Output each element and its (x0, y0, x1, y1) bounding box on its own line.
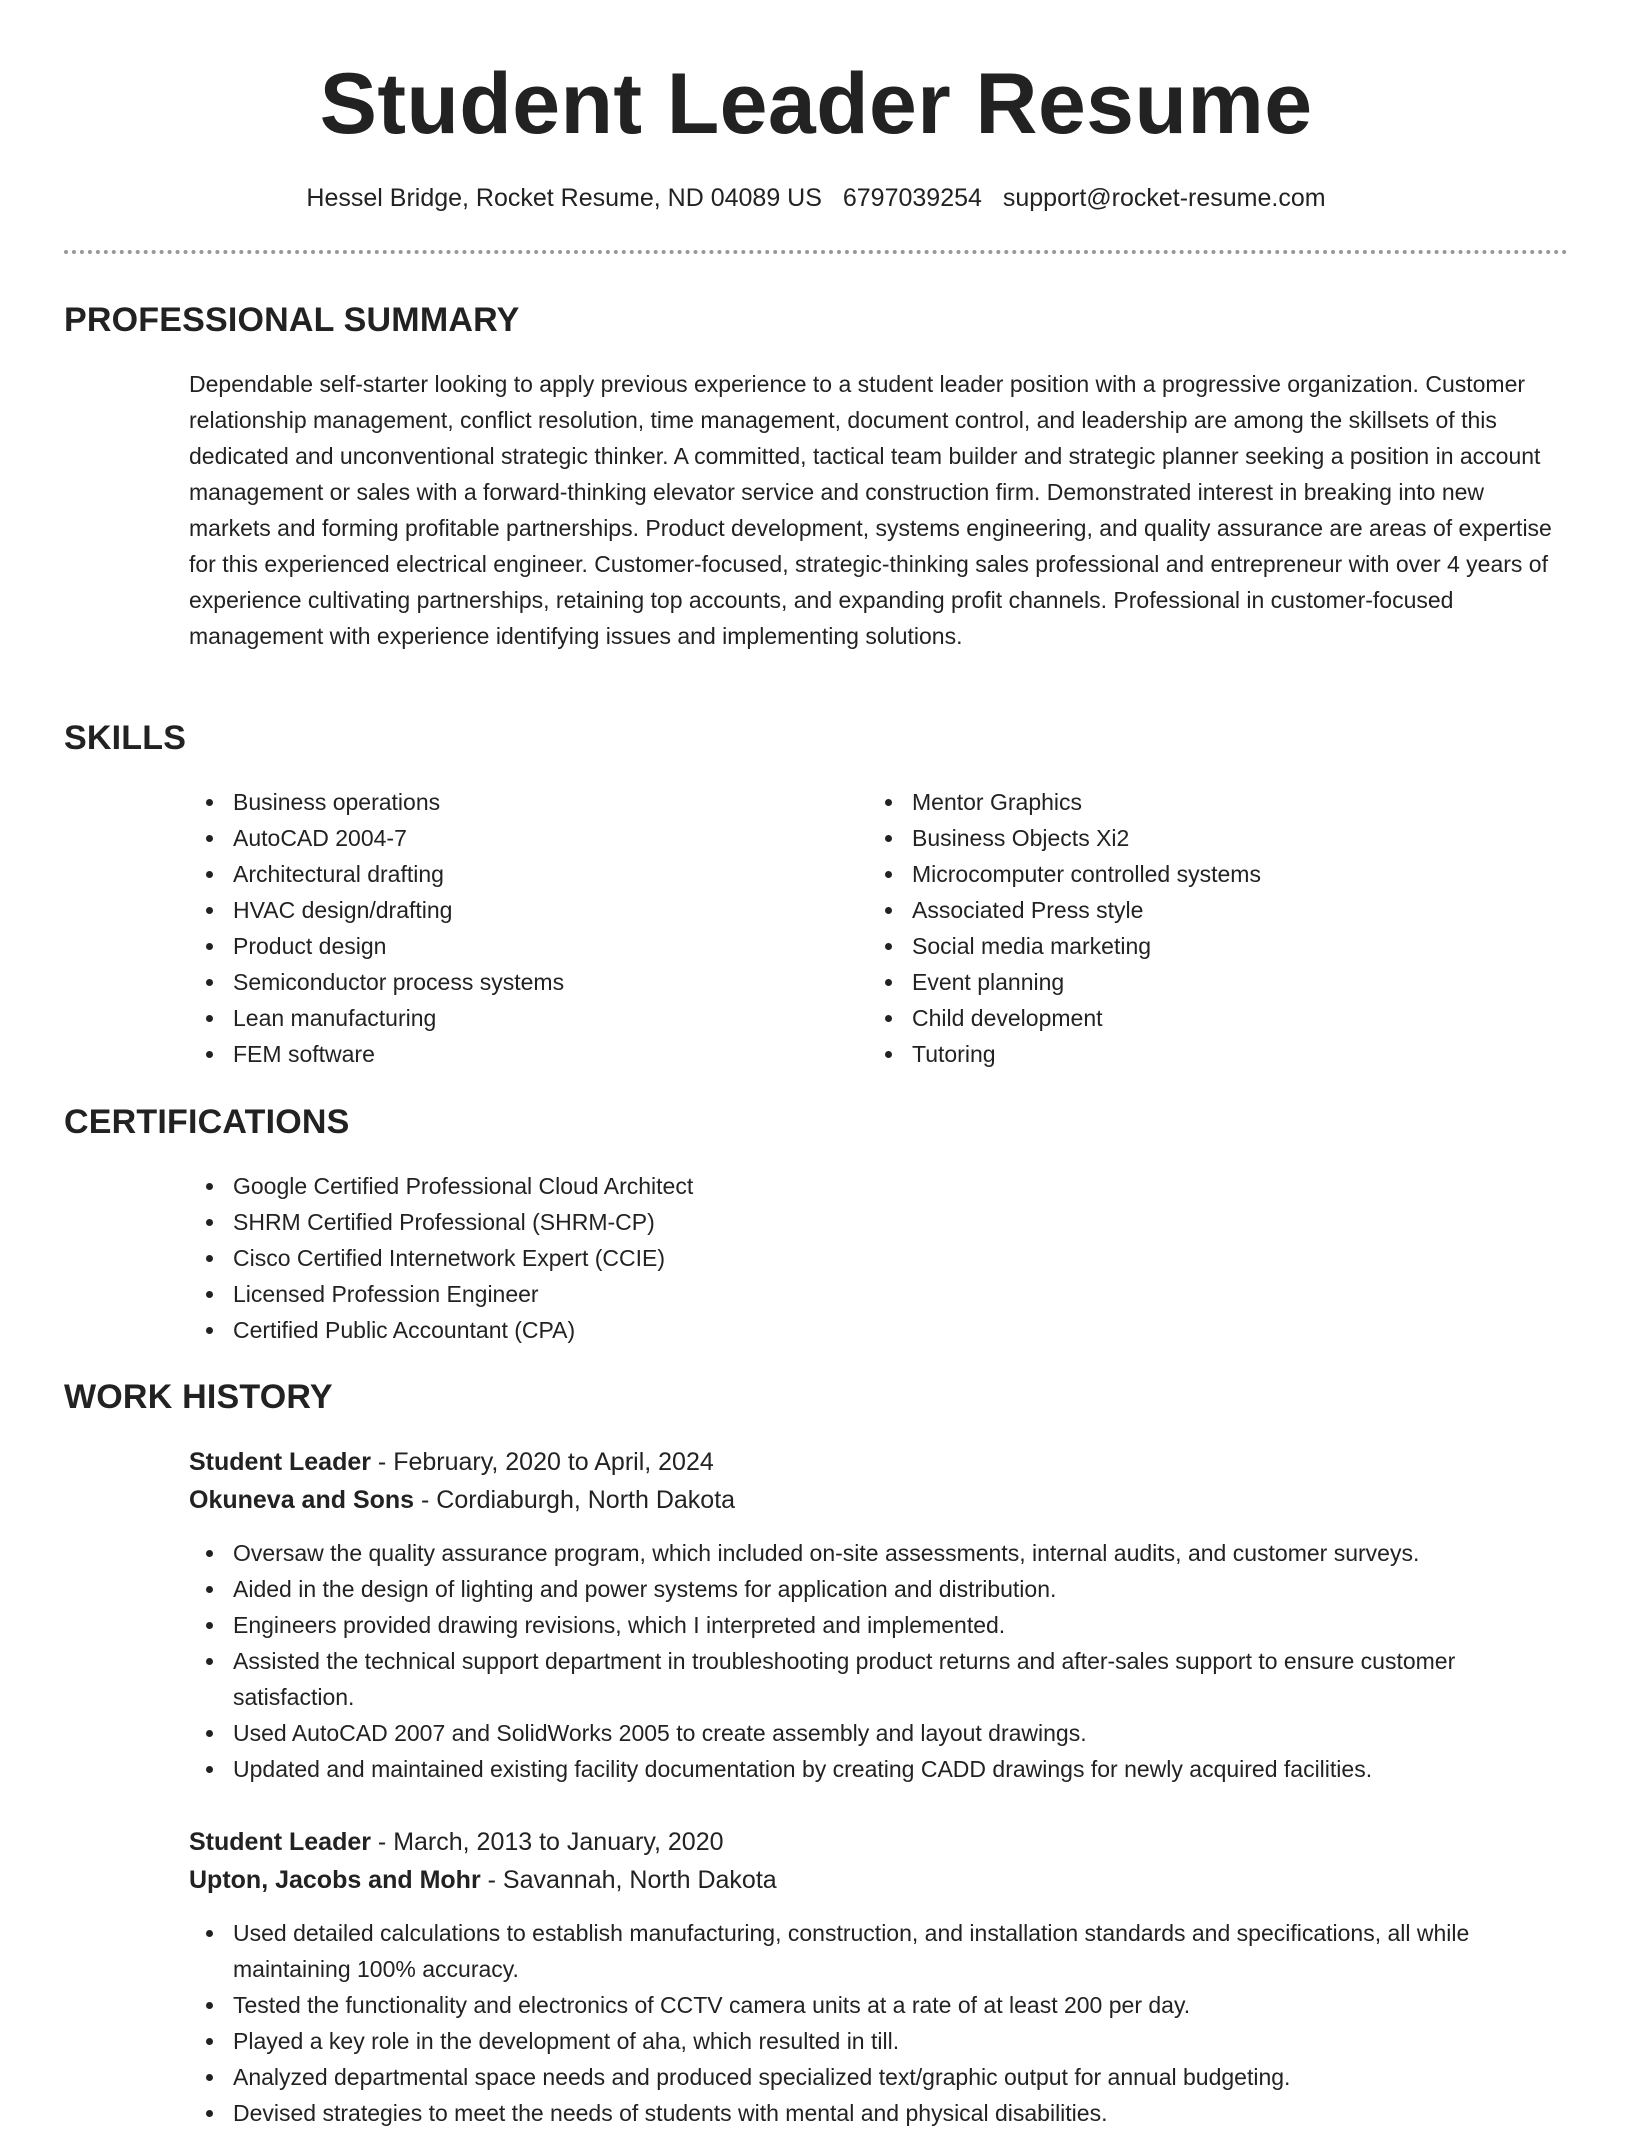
skills-list-right (868, 784, 1568, 1072)
skill-item: Business operations (189, 784, 829, 820)
job-location: - Cordiaburgh, North Dakota (414, 1486, 736, 1514)
job-duty-item: Used AutoCAD 2007 and SolidWorks 2005 to create assembly and layout drawings. (189, 1715, 1569, 1751)
job-duties-list (189, 1535, 1569, 1787)
skill-item: Social media marketing (868, 928, 1568, 964)
summary-text: Dependable self-starter looking to apply previous experience to a student leader position with a progressive organization. Customer relationship management, conflict resolution, time management, document control, and leadership are among the skillsets of this dedicated and unconventional strategic thinker. A committed, tactical team builder and strategic planner seeking a position in account management or sales with a forward-thinking elevator service and construction firm. Demonstrated interest in breaking into new markets and forming profitable partnerships. Product development, systems engineering, and quality assurance are areas of expertise for this experienced electrical engineer. Customer-focused, strategic-thinking sales professional and entrepreneur with over 4 years of experience cultivating partnerships, retaining top accounts, and expanding profit channels. Professional in customer-focused management with experience identifying issues and implementing solutions. (189, 371, 1552, 649)
resume-title: Student Leader Resume (319, 56, 1313, 152)
job-duty-item: Devised strategies to meet the needs of students with mental and physical disabilities. (189, 2095, 1569, 2131)
skill-item: FEM software (189, 1036, 829, 1072)
certification-item: SHRM Certified Professional (SHRM-CP) (189, 1204, 1489, 1240)
skills-list-left (189, 784, 829, 1072)
header-divider (64, 250, 1568, 254)
contact-address: Hessel Bridge, Rocket Resume, ND 04089 US (306, 184, 822, 212)
job-duty-item: Aided in the design of lighting and power systems for application and distribution. (189, 1571, 1569, 1607)
certification-item: Google Certified Professional Cloud Architect (189, 1168, 1489, 1204)
skill-item: AutoCAD 2004-7 (189, 820, 829, 856)
skill-item: Mentor Graphics (868, 784, 1568, 820)
job-location: - Savannah, North Dakota (480, 1866, 777, 1894)
job-duty-item: Used detailed calculations to establish manufacturing, construction, and installation standards and specifications, all while maintaining 100% accuracy. (189, 1915, 1569, 1987)
contact-phone: 6797039254 (842, 184, 982, 212)
job-title: Student Leader (189, 1448, 371, 1476)
certification-item: Certified Public Accountant (CPA) (189, 1312, 1489, 1348)
skill-item: Lean manufacturing (189, 1000, 829, 1036)
job-company: Upton, Jacobs and Mohr (189, 1866, 481, 1894)
job-duty-item: Analyzed departmental space needs and produced specialized text/graphic output for annual budgeting. (189, 2059, 1569, 2095)
job-duty-item: Tested the functionality and electronics of CCTV camera units at a rate of at least 200 per day. (189, 1987, 1569, 2023)
job-entry (189, 1823, 1569, 2131)
job-duty-item: Assisted the technical support department in troubleshooting product returns and after-sales support to ensure customer satisfaction. (189, 1643, 1569, 1715)
job-title: Student Leader (189, 1828, 371, 1856)
job-duties-list (189, 1915, 1569, 2131)
skill-item: Associated Press style (868, 892, 1568, 928)
skill-item: Semiconductor process systems (189, 964, 829, 1000)
job-company: Okuneva and Sons (189, 1486, 415, 1514)
job-duty-item: Played a key role in the development of aha, which resulted in till. (189, 2023, 1569, 2059)
job-duty-item: Engineers provided drawing revisions, which I interpreted and implemented. (189, 1607, 1569, 1643)
skill-item: Tutoring (868, 1036, 1568, 1072)
certification-item: Licensed Profession Engineer (189, 1276, 1489, 1312)
job-entry (189, 1443, 1569, 1787)
skill-item: Architectural drafting (189, 856, 829, 892)
skill-item: Business Objects Xi2 (868, 820, 1568, 856)
skill-item: Event planning (868, 964, 1568, 1000)
skill-item: HVAC design/drafting (189, 892, 829, 928)
skill-item: Product design (189, 928, 829, 964)
skill-item: Child development (868, 1000, 1568, 1036)
job-duty-item: Updated and maintained existing facility documentation by creating CADD drawings for newly acquired facilities. (189, 1751, 1569, 1787)
contact-line (0, 182, 1632, 214)
job-company-line (189, 1861, 1569, 1899)
summary-heading: PROFESSIONAL SUMMARY (64, 301, 520, 339)
job-dates: - March, 2013 to January, 2020 (370, 1828, 724, 1856)
job-company-line (189, 1481, 1569, 1519)
job-title-line (189, 1443, 1569, 1481)
skills-heading: SKILLS (64, 719, 187, 757)
job-duty-item: Oversaw the quality assurance program, which included on-site assessments, internal audits, and customer surveys. (189, 1535, 1569, 1571)
certification-item: Cisco Certified Internetwork Expert (CCIE) (189, 1240, 1489, 1276)
work-history-heading: WORK HISTORY (64, 1378, 333, 1416)
job-title-line (189, 1823, 1569, 1861)
certifications-list (189, 1168, 1489, 1348)
skill-item: Microcomputer controlled systems (868, 856, 1568, 892)
contact-email: support@rocket-resume.com (1002, 184, 1326, 212)
job-dates: - February, 2020 to April, 2024 (370, 1448, 714, 1476)
certifications-heading: CERTIFICATIONS (64, 1103, 350, 1141)
